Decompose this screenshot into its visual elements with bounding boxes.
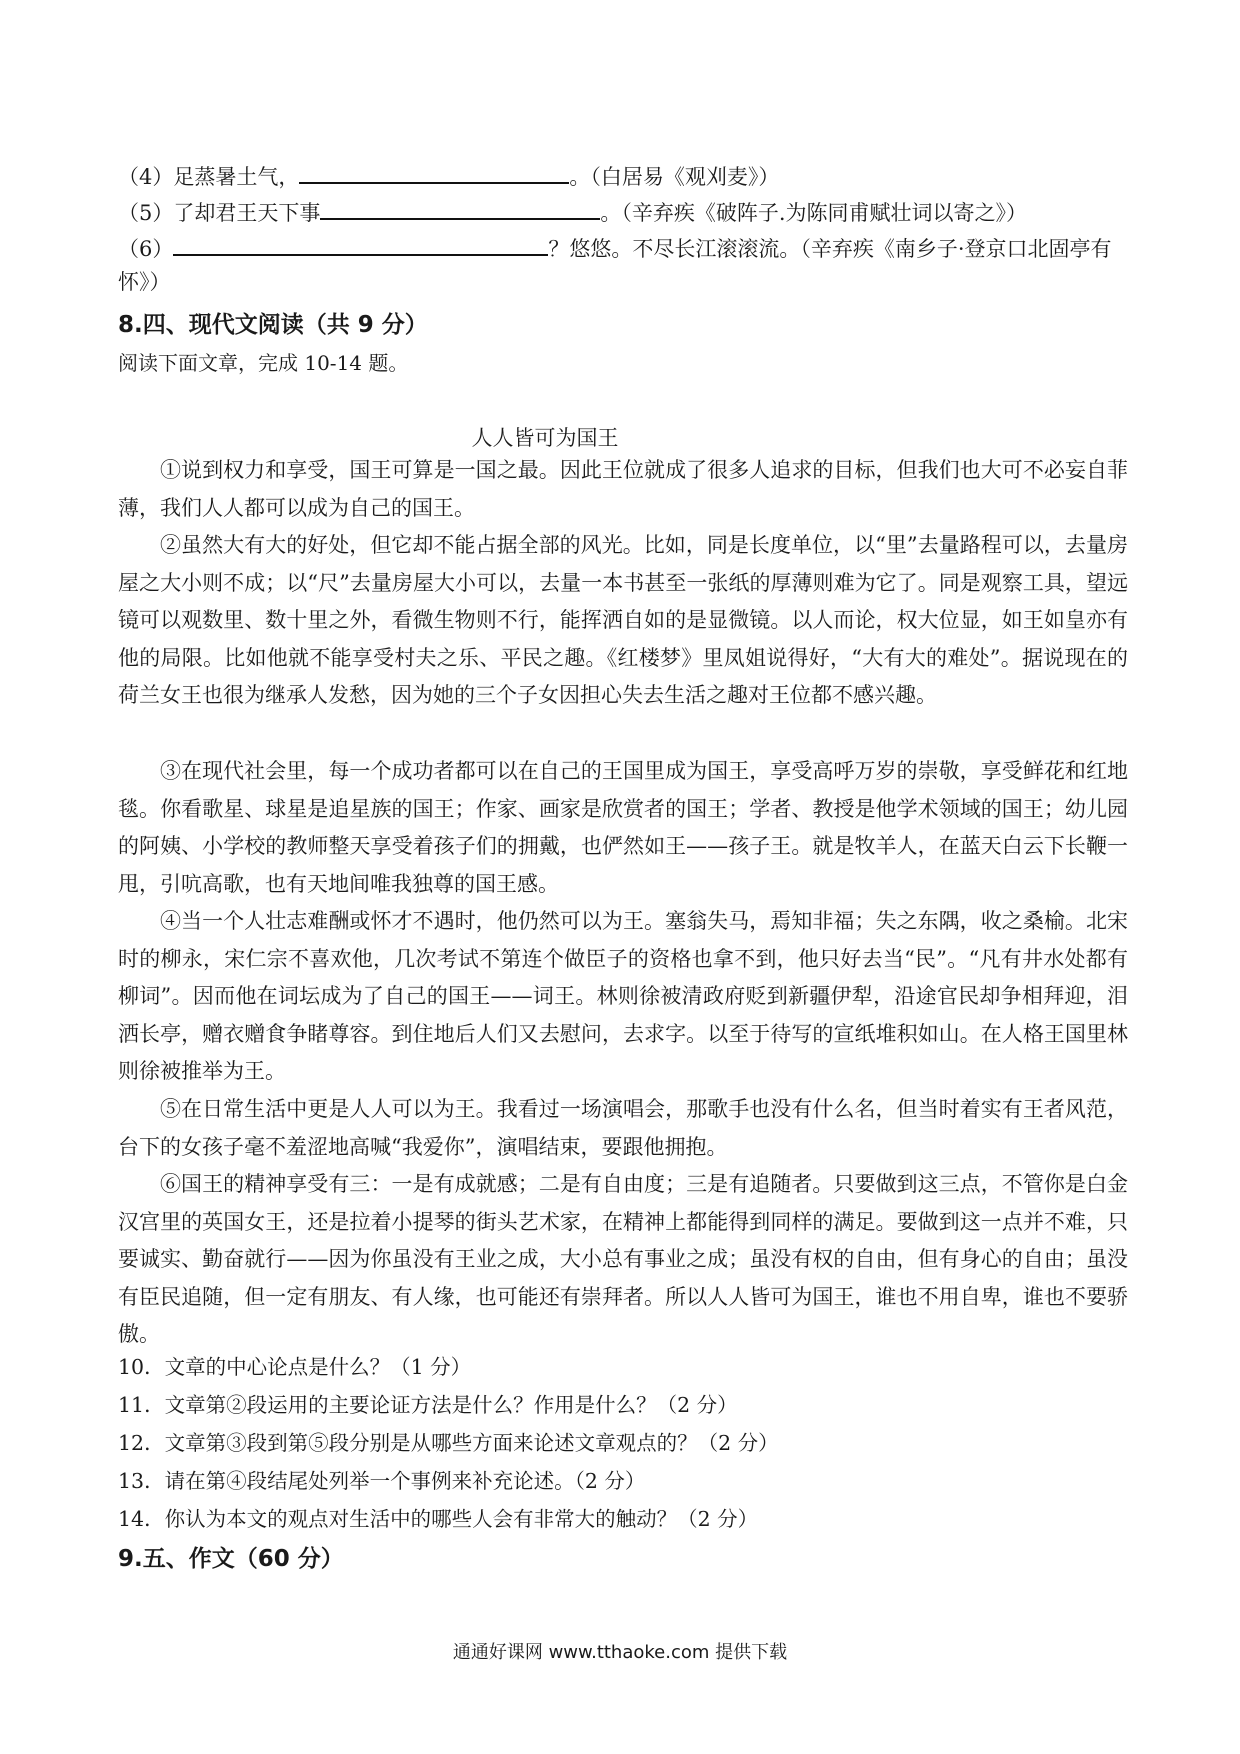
- fill-item-text: （5）了却君王天下事: [118, 201, 321, 225]
- fill-item-text: （4）足蒸暑土气，: [118, 165, 300, 189]
- section-heading-reading: 8.四、现代文阅读（共 9 分）: [118, 312, 428, 338]
- article-paragraph: ④当一个人壮志难酬或怀才不遇时，他仍然可以为王。塞翁失马，焉知非福；失之东隅，收之桑榆。北宋时的柳永，宋仁宗不喜欢他，几次考试不第连个做臣子的资格也拿不到，他只好去当“民”。“凡有井水处都有柳词”。因而他在词坛成为了自己的国王——词王。林则徐被清政府贬到新疆伊犁，沿途官民却争相拜迎，泪洒长亭，赠衣赠食争睹尊容。到住地后人们又去慰问，去求字。以至于待写的宣纸堆积如山。在人格王国里林则徐被推举为王。: [118, 909, 1128, 1083]
- question-13: 13．请在第④段结尾处列举一个事例来补充论述。（2 分）: [118, 1469, 646, 1493]
- fill-item-source: 。（白居易《观刈麦》）: [569, 165, 780, 189]
- section-heading-essay: 9.五、作文（60 分）: [118, 1546, 344, 1572]
- question-12: 12．文章第③段到第⑤段分别是从哪些方面来论述文章观点的？（2 分）: [118, 1431, 779, 1455]
- question-10: 10．文章的中心论点是什么？（1 分）: [118, 1355, 472, 1379]
- fill-item-6: [118, 232, 1128, 263]
- question-11: 11．文章第②段运用的主要论证方法是什么？作用是什么？（2 分）: [118, 1393, 738, 1417]
- article-paragraph: ③在现代社会里，每一个成功者都可以在自己的王国里成为国王，享受高呼万岁的崇敬，享受鲜花和红地毯。你看歌星、球星是追星族的国王；作家、画家是欣赏者的国王；学者、教授是他学术领域的国王；幼儿园的阿姨、小学校的教师整天享受着孩子们的拥戴，也俨然如王——孩子王。就是牧羊人，在蓝天白云下长鞭一甩，引吭高歌，也有天地间唯我独尊的国王感。: [118, 759, 1128, 896]
- answer-blank[interactable]: [173, 232, 548, 256]
- fill-item-6-continuation: 怀》）: [118, 270, 171, 294]
- fill-item-source: 。（辛弃疾《破阵子.为陈同甫赋壮词以寄之》）: [600, 201, 1028, 225]
- answer-blank[interactable]: [299, 160, 569, 184]
- answer-blank[interactable]: [320, 196, 600, 220]
- page-footer: 通通好课网 www.tthaoke.com 提供下载: [452, 1642, 788, 1663]
- article-paragraph: ①说到权力和享受，国王可算是一国之最。因此王位就成了很多人追求的目标，但我们也大可不必妄自菲薄，我们人人都可以成为自己的国王。: [118, 458, 1128, 520]
- fill-item-4: [118, 160, 1128, 191]
- article-paragraph: ②虽然大有大的好处，但它却不能占据全部的风光。比如，同是长度单位，以“里”去量路程可以，去量房屋之大小则不成；以“尺”去量房屋大小可以，去量一本书甚至一张纸的厚薄则难为它了。同是观察工具，望远镜可以观数里、数十里之外，看微生物则不行，能挥洒自如的是显微镜。以人而论，权大位显，如王如皇亦有他的局限。比如他就不能享受村夫之乐、平民之趣。《红楼梦》里凤姐说得好，“大有大的难处”。据说现在的荷兰女王也很为继承人发愁，因为她的三个子女因担心失去生活之趣对王位都不感兴趣。: [118, 533, 1128, 707]
- fill-item-source: ？悠悠。不尽长江滚滚流。（辛弃疾《南乡子·登京口北固亭有: [548, 237, 1112, 261]
- article-title: 人人皆可为国王: [471, 426, 619, 450]
- article-paragraph: ⑤在日常生活中更是人人可以为王。我看过一场演唱会，那歌手也没有什么名，但当时着实有王者风范，台下的女孩子毫不羞涩地高喊“我爱你”，演唱结束，要跟他拥抱。: [118, 1097, 1128, 1159]
- fill-item-text: （6）: [118, 237, 174, 261]
- question-14: 14．你认为本文的观点对生活中的哪些人会有非常大的触动？（2 分）: [118, 1507, 759, 1531]
- reading-instructions: 阅读下面文章，完成 10-14 题。: [118, 351, 409, 375]
- fill-item-5: [118, 196, 1128, 227]
- article-paragraph: ⑥国王的精神享受有三：一是有成就感；二是有自由度；三是有追随者。只要做到这三点，不管你是白金汉宫里的英国女王，还是拉着小提琴的街头艺术家，在精神上都能得到同样的满足。要做到这一点并不难，只要诚实、勤奋就行——因为你虽没有王业之成，大小总有事业之成；虽没有权的自由，但有身心的自由；虽没有臣民追随，但一定有朋友、有人缘，也可能还有崇拜者。所以人人皆可为国王，谁也不用自卑，谁也不要骄傲。: [118, 1172, 1128, 1346]
